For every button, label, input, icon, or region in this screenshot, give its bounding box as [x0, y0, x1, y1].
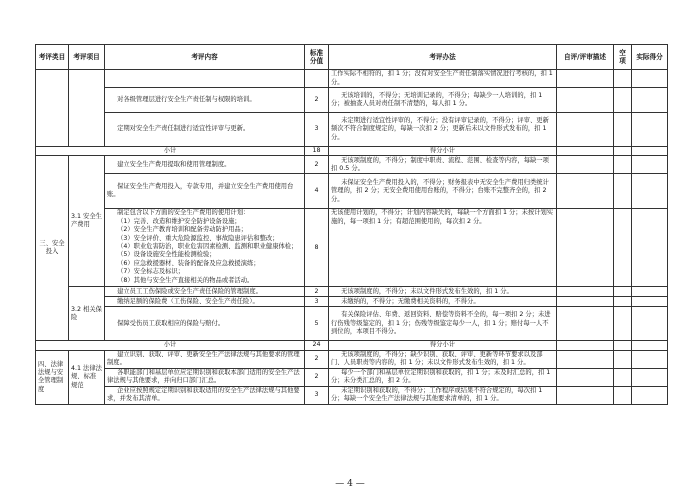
- score-cell: 3: [305, 386, 329, 404]
- actual-score-cell: [632, 174, 668, 209]
- actual-score-cell: [632, 341, 668, 350]
- content-line: （2）安全生产教育培训和配备劳动防护用品；: [117, 226, 248, 234]
- content-cell: 缴纳足额的保险费（工伤保险、安全生产责任险）。: [105, 297, 305, 307]
- content-cell: 定期对安全生产责任制进行适宜性评审与更新。: [105, 113, 305, 147]
- score-cell: 2: [305, 156, 329, 174]
- subtotal-row: [36, 341, 668, 350]
- actual-score-cell: [632, 386, 668, 404]
- method-cell: 未定期进行适宜性评审的，不得分；没有评审记录的，不得分；评审、更新频次不符合制度规定的，每缺一次扣 2 分；更新后未以文件形式发布的，扣 1 分。: [329, 113, 557, 147]
- self-review-cell: [557, 209, 614, 287]
- item-cell: 4.1 法律法规、标准规范: [69, 350, 105, 404]
- score-cell: 2: [305, 287, 329, 297]
- blank-cell: [614, 70, 632, 88]
- item-cell: 3.1 安全生产费用: [69, 156, 105, 287]
- blank-cell: [614, 341, 632, 350]
- self-review-cell: [557, 70, 614, 88]
- header-method: 考评办法: [329, 45, 557, 70]
- content-line: （6）应急救援器材、装备的配备及应急救援演练；: [117, 259, 260, 267]
- method-cell: 无该使用计划的，不得分；计划内容缺失的，每缺一个方面扣 1 分；未按计划实施的，每一项扣 1 分；有超范围使用的，每次扣 2 分。: [329, 209, 557, 287]
- method-cell: 每少一个部门和基层单位定期识别和获取的，扣 1 分；未及时汇总的，扣 1 分；未分类汇总的，扣 2 分。: [329, 368, 557, 386]
- table-row: [36, 156, 668, 174]
- content-line: （3）安全评价、重大危险源监控、事故隐患评估和整改；: [117, 234, 279, 242]
- actual-score-cell: [632, 156, 668, 174]
- self-review-cell: [557, 287, 614, 297]
- method-cell: 无该项制度的，不得分；缺少识别、获取、评审、更新等环节要求以及部门、人员职责等内容的，扣 1 分；未以文件形式发布生效的，扣 1 分。: [329, 350, 557, 368]
- header-actual-score: 实际得分: [632, 45, 668, 70]
- table-row: [36, 297, 668, 307]
- table-row: [36, 88, 668, 113]
- blank-cell: [614, 147, 632, 156]
- content-line: （5）设备设施安全性能检测检验；: [117, 251, 216, 259]
- blank-cell: [614, 307, 632, 341]
- self-review-cell: [557, 341, 614, 350]
- item-cell: [69, 70, 105, 147]
- category-cell: 三、安全投入: [36, 156, 69, 341]
- actual-score-cell: [632, 307, 668, 341]
- table-row: [36, 113, 668, 147]
- self-review-cell: [557, 297, 614, 307]
- actual-score-cell: [632, 350, 668, 368]
- header-score: 标准分值: [305, 45, 329, 70]
- table-row: [36, 70, 668, 88]
- subtotal-label: 小计: [36, 341, 305, 350]
- blank-cell: [614, 386, 632, 404]
- method-cell: 工作实际不相符的，扣 1 分；没有对安全生产责任制落实情况进行考核的，扣 1 分。: [329, 70, 557, 88]
- content-line: （4）职业危害防治，职业危害因素检测、监测和职业健康体检；: [117, 243, 298, 251]
- evaluation-table: [35, 44, 668, 405]
- score-cell: 3: [305, 113, 329, 147]
- subtotal-score: 18: [305, 147, 329, 156]
- blank-cell: [614, 174, 632, 209]
- table-row: [36, 386, 668, 404]
- header-blank: 空项: [614, 45, 632, 70]
- subtotal-row: [36, 147, 668, 156]
- header-category: 考评类目: [36, 45, 69, 70]
- table-row: [36, 307, 668, 341]
- method-cell: 无该培训的，不得分；无培训记录的，不得分；每缺少一人培训的，扣 1 分；被抽查人员对责任制不清楚的，每人扣 1 分。: [329, 88, 557, 113]
- table-row: [36, 350, 668, 368]
- table-row: [36, 209, 668, 287]
- page-number: — 4 —: [335, 479, 365, 489]
- subtotal-method: 得分小计: [329, 341, 557, 350]
- header-item: 考评项目: [69, 45, 105, 70]
- score-cell: 2: [305, 88, 329, 113]
- self-review-cell: [557, 350, 614, 368]
- blank-cell: [614, 209, 632, 287]
- actual-score-cell: [632, 287, 668, 297]
- blank-cell: [614, 368, 632, 386]
- method-cell: 有关保险评估、年费、返回资料、赔偿等资料不全的，每一项扣 2 分；未进行伤残等级鉴定的，扣 1 分；伤残等级鉴定每少一人，扣 1 分；赔付每一人不到位的，本项目不得分。: [329, 307, 557, 341]
- table-header-row: [36, 45, 668, 70]
- self-review-cell: [557, 88, 614, 113]
- self-review-cell: [557, 174, 614, 209]
- content-cell: 保障受伤员工获取相应的保险与赔付。: [105, 307, 305, 341]
- actual-score-cell: [632, 147, 668, 156]
- method-cell: 未保证安全生产费用投入的，不得分；财务报表中无安全生产费用归类统计管理的，扣 2 分；无安全费用使用台账的，不得分；台账不完整齐全的，扣 2 分。: [329, 174, 557, 209]
- table-row: [36, 174, 668, 209]
- actual-score-cell: [632, 70, 668, 88]
- table-row: [36, 368, 668, 386]
- score-cell: [305, 70, 329, 88]
- blank-cell: [614, 350, 632, 368]
- blank-cell: [614, 113, 632, 147]
- content-cell: 建立员工工伤保险或安全生产责任保险的管理制度。: [105, 287, 305, 297]
- content-cell: 企业应按照规定定期识别和获取适用的安全生产法律法规与其他要求，并发布其清单。: [105, 386, 305, 404]
- content-cell: 对各级管理层进行安全生产责任制与权限的培训。: [105, 88, 305, 113]
- blank-cell: [614, 88, 632, 113]
- actual-score-cell: [632, 209, 668, 287]
- content-cell: [105, 209, 305, 287]
- method-cell: 未缴纳的，不得分；无缴费相关资料的，不得分。: [329, 297, 557, 307]
- method-cell: 无该项制度的，不得分；未以文件形式发布生效的，扣 1 分。: [329, 287, 557, 297]
- self-review-cell: [557, 386, 614, 404]
- content-line: （1）完善、改造和维护安全防护设备设施；: [117, 217, 241, 225]
- self-review-cell: [557, 368, 614, 386]
- content-cell: 各职能部门和基层单位应定期识别和获取本部门适用的安全生产法律法规与其他要求，并向归口部门汇总。: [105, 368, 305, 386]
- category-cell: [36, 70, 69, 147]
- header-content: 考评内容: [105, 45, 305, 70]
- score-cell: 3: [305, 297, 329, 307]
- content-cell: 建立安全生产费用提取和使用管理制度。: [105, 156, 305, 174]
- blank-cell: [614, 287, 632, 297]
- content-cell: 保证安全生产费用投入，专款专用，并建立安全生产费用使用台账。: [105, 174, 305, 209]
- actual-score-cell: [632, 113, 668, 147]
- item-cell: 3.2 相关保险: [69, 287, 105, 341]
- score-cell: 5: [305, 307, 329, 341]
- subtotal-method: 得分小计: [329, 147, 557, 156]
- table-row: [36, 287, 668, 297]
- score-cell: 8: [305, 209, 329, 287]
- blank-cell: [614, 297, 632, 307]
- content-line: （7）安全标志及标识；: [117, 268, 185, 276]
- subtotal-score: 24: [305, 341, 329, 350]
- method-cell: 无该项制度的，不得分；制度中职责、流程、范围、检查等内容，每缺一项扣 0.5 分。: [329, 156, 557, 174]
- content-cell: 建立识别、获取、评审、更新安全生产法律法规与其他要求的管理制度。: [105, 350, 305, 368]
- score-cell: 2: [305, 350, 329, 368]
- self-review-cell: [557, 147, 614, 156]
- self-review-cell: [557, 113, 614, 147]
- self-review-cell: [557, 307, 614, 341]
- self-review-cell: [557, 156, 614, 174]
- score-cell: 4: [305, 174, 329, 209]
- method-cell: 未定期识别和获取的，不得分；工作程序或结果不符合规定的，每次扣 1 分；每缺一个安全生产法律法规与其他要求清单的，扣 1 分。: [329, 386, 557, 404]
- header-self-review: 自评/评审描述: [557, 45, 614, 70]
- content-cell: [105, 70, 305, 88]
- content-line: 制定包含以下方面的安全生产费用的使用计划：: [117, 209, 250, 217]
- actual-score-cell: [632, 88, 668, 113]
- subtotal-label: 小计: [36, 147, 305, 156]
- content-line: （8）其他与安全生产直接相关的物品或者活动。: [117, 276, 254, 284]
- actual-score-cell: [632, 368, 668, 386]
- actual-score-cell: [632, 297, 668, 307]
- blank-cell: [614, 156, 632, 174]
- category-cell: 四、法律法规与安全管理制度: [36, 350, 69, 404]
- score-cell: 2: [305, 368, 329, 386]
